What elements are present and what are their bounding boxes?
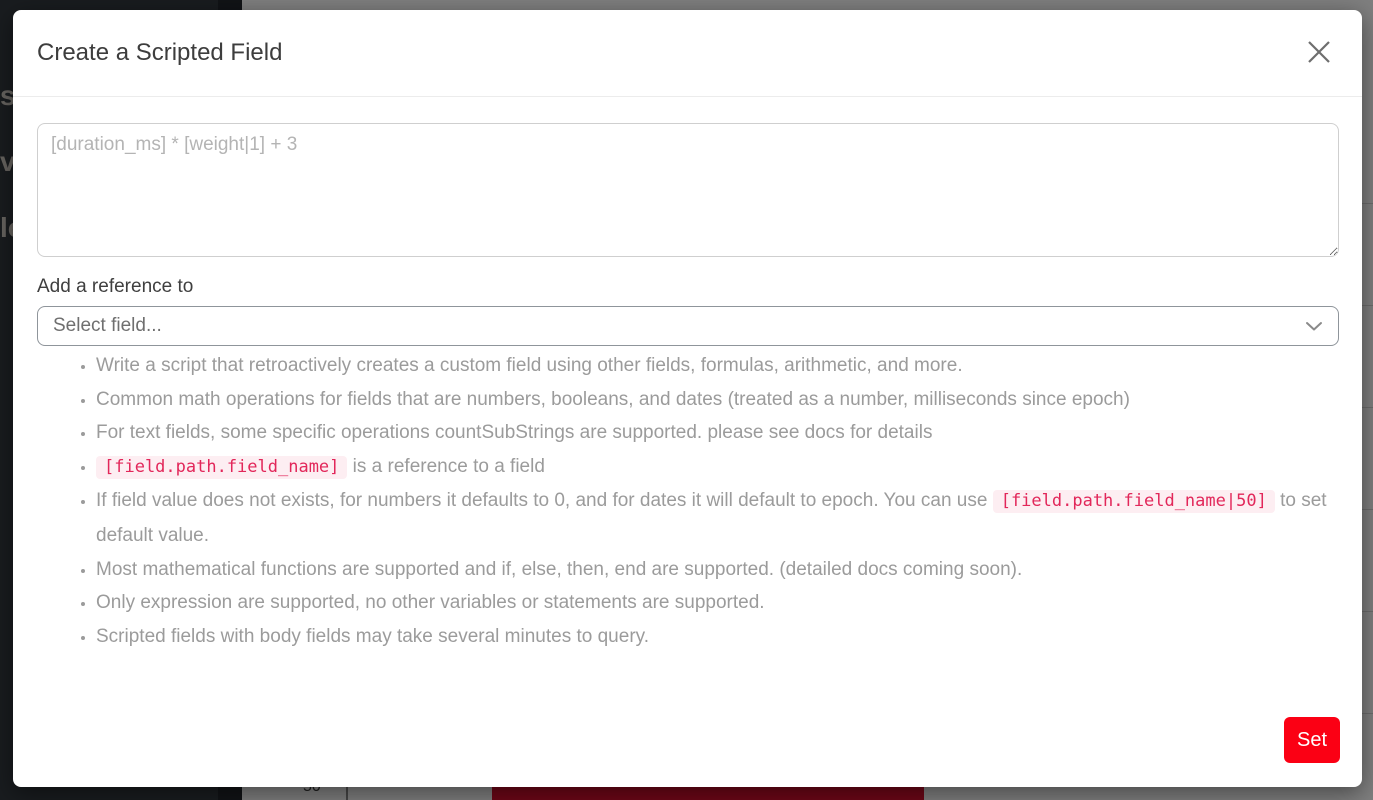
help-item <box>96 620 1337 654</box>
help-text: If field value does not exists, for numbers it defaults to 0, and for dates it will default to epoch. You can use <box>96 490 993 512</box>
code-snippet: [field.path.field_name|50] <box>993 490 1275 513</box>
field-select[interactable] <box>37 306 1339 346</box>
close-icon <box>1304 55 1334 70</box>
field-select-value: Select field... <box>53 315 162 336</box>
help-text: is a reference to a field <box>347 455 545 477</box>
help-text: For text fields, some specific operations countSubStrings are supported. please see docs for details <box>96 422 933 444</box>
help-list <box>37 349 1337 653</box>
help-text: to set default value. <box>96 490 1327 546</box>
help-item <box>96 383 1337 417</box>
create-scripted-field-dialog <box>13 10 1362 787</box>
help-item <box>96 450 1337 485</box>
help-item <box>96 484 1337 552</box>
code-snippet: [field.path.field_name] <box>96 456 347 479</box>
set-button[interactable]: Set <box>1284 717 1340 763</box>
help-item <box>96 586 1337 620</box>
dialog-title: Create a Scripted Field <box>37 39 283 66</box>
dialog-header <box>13 10 1362 97</box>
reference-label: Add a reference to <box>37 276 194 297</box>
script-expression-input[interactable] <box>37 123 1339 257</box>
help-text: Most mathematical functions are supported and if, else, then, end are supported. (detailed docs coming soon). <box>96 558 1023 580</box>
help-item <box>96 553 1337 587</box>
help-text: Scripted fields with body fields may take several minutes to query. <box>96 625 650 647</box>
help-text: Common math operations for fields that are numbers, booleans, and dates (treated as a number, milliseconds since epoch) <box>96 388 1130 410</box>
help-item <box>96 416 1337 450</box>
help-item <box>96 349 1337 383</box>
help-text: Only expression are supported, no other variables or statements are supported. <box>96 592 765 614</box>
chevron-down-icon <box>1305 321 1323 332</box>
help-text: Write a script that retroactively creates a custom field using other fields, formulas, arithmetic, and more. <box>96 355 963 376</box>
close-button[interactable] <box>1304 37 1334 67</box>
